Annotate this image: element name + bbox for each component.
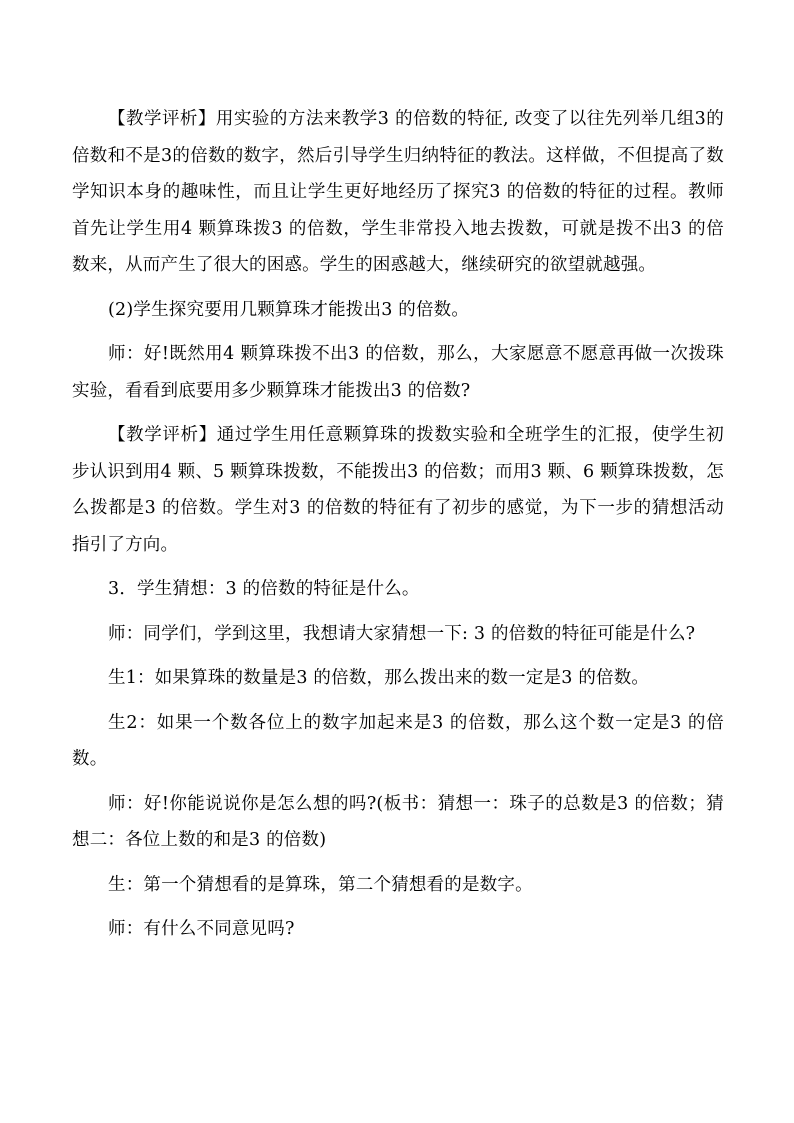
paragraph-student-1: 生1：如果算珠的数量是3 的倍数，那么拨出来的数一定是3 的倍数。 xyxy=(108,668,650,688)
document-body xyxy=(72,101,724,956)
paragraph-teaching-review-2: 【教学评析】通过学生用任意颗算珠的拨数实验和全班学生的汇报，使学生初步认识到用4 颗、5 颗算珠拨数，不能拨出3 的倍数；而用3 颗、6 颗算珠拨数，怎么拨都是3 的倍数。学生对3 的倍数的特征有了初步的感觉，为下一步的猜想活动指引了方向。 xyxy=(72,425,724,555)
paragraph-student-2: 生2：如果一个数各位上的数字加起来是3 的倍数，那么这个数一定是3 的倍数。 xyxy=(72,712,724,769)
paragraph-teacher-question-2: 师：同学们，学到这里，我想请大家猜想一下: 3 的倍数的特征可能是什么? xyxy=(108,623,696,644)
paragraph-teacher-board: 师：好!你能说说你是怎么想的吗?(板书：猜想一：珠子的总数是3 的倍数；猜想二：各位上数的和是3 的倍数) xyxy=(72,793,724,850)
paragraph-student-answer: 生：第一个猜想看的是算珠，第二个猜想看的是数字。 xyxy=(108,874,533,895)
paragraph-explore-step: (2)学生探究要用几颗算珠才能拨出3 的倍数。 xyxy=(108,299,470,320)
paragraph-teaching-review-1: 【教学评析】用实验的方法来教学3 的倍数的特征, 改变了以往先列举几组3的倍数和不是3的倍数的数字，然后引导学生归纳特征的教法。这样做，不但提高了数学知识本身的趣味性，而且让学生更好地经历了探究3 的倍数的特征的过程。教师首先让学生用4 颗算珠拨3 的倍数，学生非常投入地去拨数，可就是拨不出3 的倍数来，从而产生了很大的困惑。学生的困惑越大，继续研究的欲望就越强。 xyxy=(72,109,724,275)
paragraph-teacher-question-1: 师：好!既然用4 颗算珠拨不出3 的倍数，那么，大家愿意不愿意再做一次拨珠实验，看看到底要用多少颗算珠才能拨出3 的倍数? xyxy=(72,344,724,401)
paragraph-section-heading: 3．学生猜想：3 的倍数的特征是什么。 xyxy=(108,579,420,599)
paragraph-teacher-question-3: 师：有什么不同意见吗? xyxy=(108,919,295,939)
